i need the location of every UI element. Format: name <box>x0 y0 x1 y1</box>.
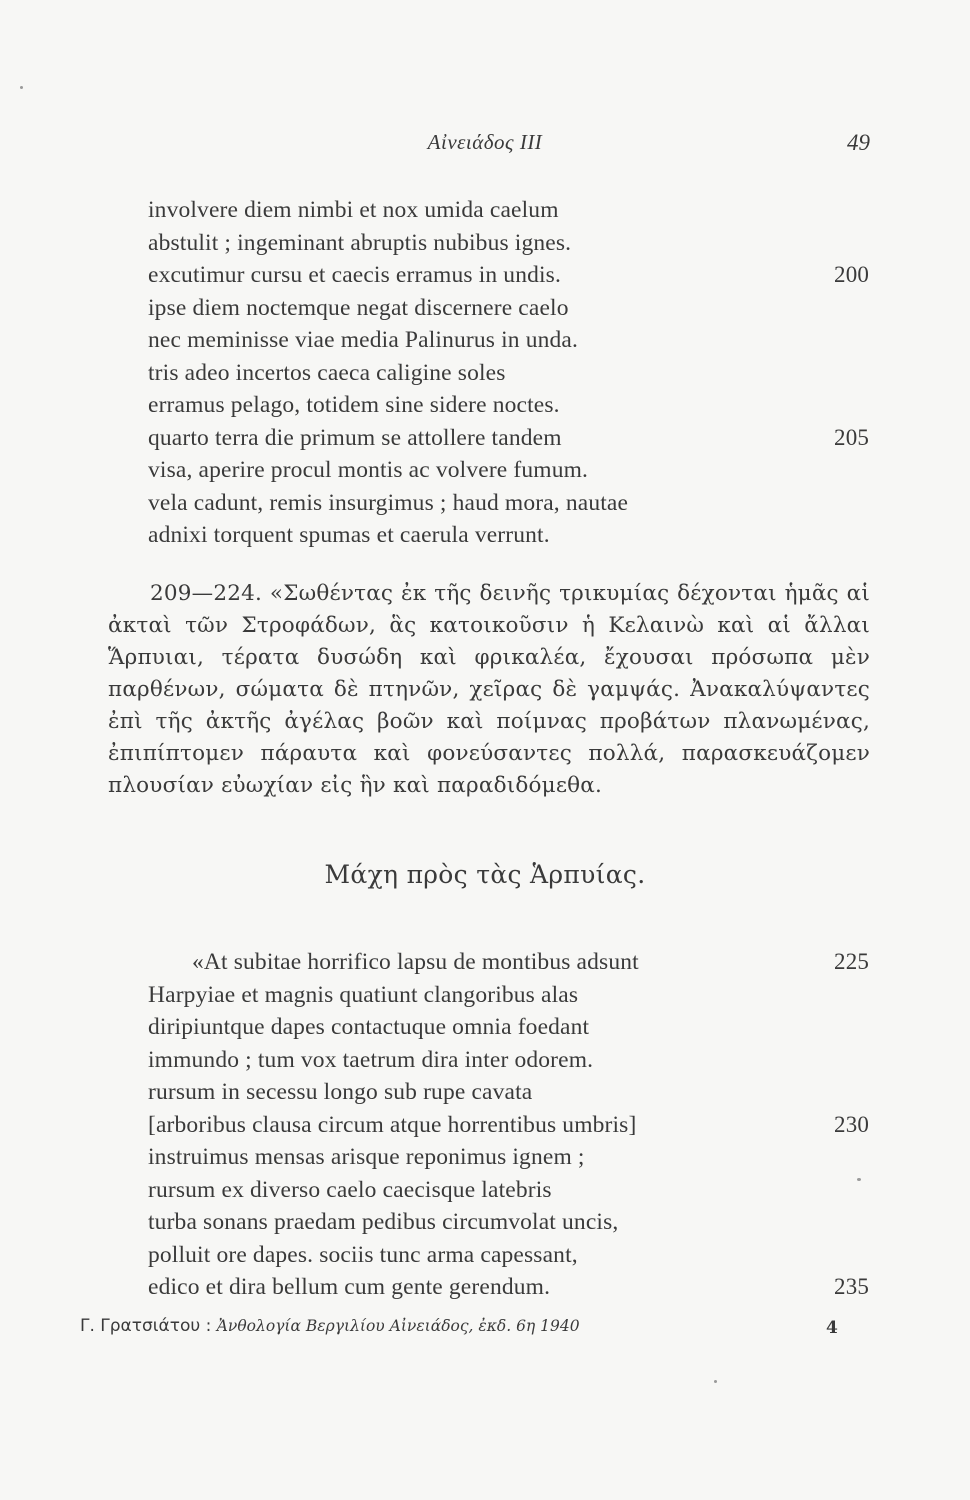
footer-author: Γ. Γρατσιάτου : <box>80 1316 212 1336</box>
verse-line <box>148 946 873 979</box>
verse-text: Harpyiae et magnis quatiunt clangoribus alas <box>148 981 579 1008</box>
prose-summary <box>108 578 870 802</box>
verse-line <box>148 1239 873 1272</box>
verse-text: adnixi torquent spumas et caerula verrunt. <box>148 522 550 548</box>
verse-text: nec meminisse viae media Palinurus in unda. <box>148 327 579 353</box>
line-number: 230 <box>834 1111 869 1137</box>
verse-text: edico et dira bellum cum gente gerendum. <box>148 1274 551 1300</box>
verse-text: rursum in secessu longo sub rupe cavata <box>148 1079 533 1105</box>
verse-line <box>148 1174 873 1207</box>
running-head <box>0 130 970 166</box>
summary-text: 209—224. «Σωθέντας ἐκ τῆς δεινῆς τρικυμίας δέχονται ἡμᾶς αἱ ἀκταὶ τῶν Στροφάδων, ἃς κατοικοῦσιν ἡ Κελαινὼ καὶ αἱ ἄλλαι Ἅρπυιαι, τέρατα δυσώδη καὶ φρικαλέα, ἔχουσαι πρόσωπα μὲν παρθένων, σώματα δὲ πτηνῶν, χεῖρας δὲ γαμψάς. Ἀνακαλύψαντες ἐπὶ τῆς ἀκτῆς ἀγέλας βοῶν καὶ ποίμνας προβάτων πλανωμένας, ἐπιπίπτομεν πάραυτα καὶ φονεύσαντες πολλά, παρασκευάζομεν πλουσίαν εὐωχίαν εἰς ἣν καὶ παραδιδόμεθα. <box>108 581 870 798</box>
footer-book-title: Ἀνθολογία Βεργιλίου Αἰνειάδος, ἐκδ. 6η 1940 <box>216 1317 580 1335</box>
print-speck <box>857 1178 861 1181</box>
print-speck <box>20 86 23 89</box>
verse-line <box>148 422 873 455</box>
verse-text: tris adeo incertos caeca caligine soles <box>148 359 506 386</box>
verse-line <box>148 194 873 227</box>
verse-line <box>148 292 873 325</box>
verse-text: polluit ore dapes. sociis tunc arma capessant, <box>148 1241 578 1268</box>
verse-text: «At subitae horrifico lapsu de montibus adsunt <box>192 949 639 975</box>
verse-line <box>148 1011 873 1044</box>
verse-text: excutimur cursu et caecis erramus in undis. <box>148 262 561 288</box>
verse-line <box>148 487 873 520</box>
running-title: Αἰνειάδος III <box>427 130 543 154</box>
verse-text: turba sonans praedam pedibus circumvolat uncis, <box>148 1209 619 1235</box>
verse-text: erramus pelago, totidem sine sidere noctes. <box>148 392 560 418</box>
verse-text: rursum ex diverso caelo caecisque latebris <box>148 1176 552 1203</box>
verse-text: ipse diem noctemque negat discernere caelo <box>148 294 569 321</box>
verse-text: abstulit ; ingeminant abruptis nubibus ignes. <box>148 229 572 256</box>
verse-line <box>148 259 873 292</box>
print-speck <box>714 1380 717 1383</box>
verse-line <box>148 357 873 390</box>
verse-line <box>148 519 873 552</box>
line-number: 225 <box>834 949 869 974</box>
footer-reference <box>80 1316 840 1336</box>
verse-passage-1 <box>148 194 873 552</box>
line-number: 205 <box>834 424 869 450</box>
signature-mark: 4 <box>826 1318 838 1338</box>
verse-text: diripiuntque dapes contactuque omnia foedant <box>148 1014 590 1040</box>
verse-text: [arboribus clausa circum atque horrentibus umbris] <box>148 1111 637 1138</box>
verse-text: quarto terra die primum se attollere tandem <box>148 424 562 451</box>
verse-line <box>148 1271 873 1304</box>
verse-line <box>148 1109 873 1142</box>
verse-line <box>148 454 873 487</box>
verse-line <box>148 324 873 357</box>
verse-text: visa, aperire procul montis ac volvere fumum. <box>148 457 589 483</box>
verse-line <box>148 227 873 260</box>
line-number: 235 <box>834 1274 869 1299</box>
verse-line <box>148 389 873 422</box>
verse-line <box>148 979 873 1012</box>
verse-line <box>148 1076 873 1109</box>
verse-text: involvere diem nimbi et nox umida caelum <box>148 197 559 223</box>
verse-line <box>148 1141 873 1174</box>
line-number: 200 <box>834 262 869 287</box>
verse-line <box>148 1206 873 1239</box>
verse-text: vela cadunt, remis insurgimus ; haud mora, nautae <box>148 489 629 516</box>
verse-text: instruimus mensas arisque reponimus ignem ; <box>148 1144 585 1170</box>
section-heading: Μάχη πρὸς τὰς Ἁρπυίας. <box>324 860 646 889</box>
verse-passage-2 <box>148 946 873 1304</box>
verse-text: immundo ; tum vox taetrum dira inter odorem. <box>148 1046 594 1073</box>
verse-line <box>148 1044 873 1077</box>
page-number: 49 <box>847 130 870 155</box>
